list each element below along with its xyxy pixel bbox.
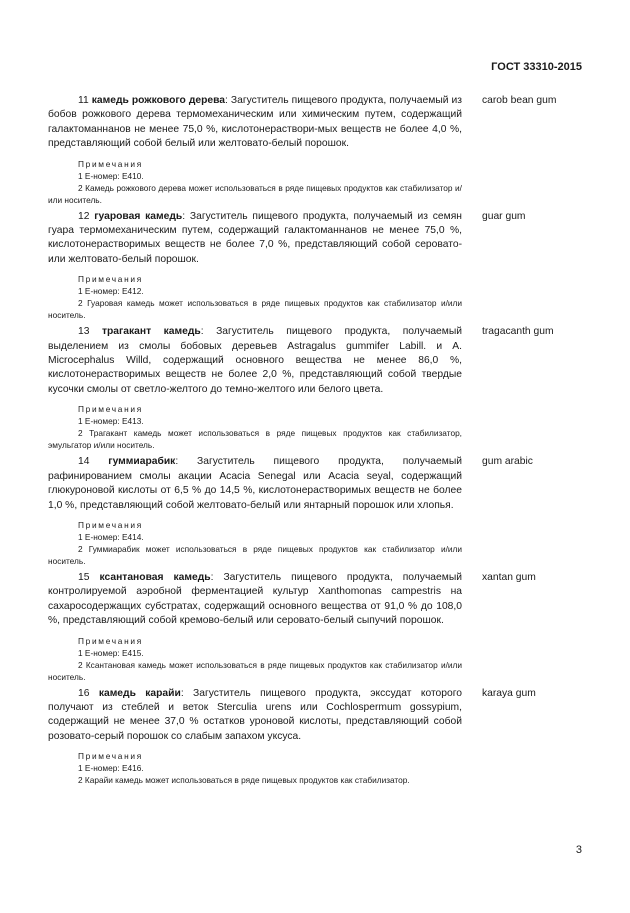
english-equivalent: carob bean gum bbox=[482, 95, 557, 106]
term-name: ксантановая камедь bbox=[99, 571, 211, 583]
term-text: : Загуститель пищевого продукта, экссудат которого получают из стеблей и веток Sterculia urens или Cochlospermum gossypium, содержащий не менее 37,0 % остатков уроновой кислоты, представляющий собой розовато-серый порошок со слабым запахом уксуса. bbox=[48, 687, 462, 742]
term-definition bbox=[48, 325, 462, 397]
note-item: 1 Е-номер: Е412. bbox=[78, 286, 144, 297]
term-text: : Загуститель пищевого продукта, получаемый из бобов рожкового дерева термомеханическим или химическим путем, содержащий галактоманнанов не менее 75,0 %, кислотонераствори-мых веществ не более 4,0 %, представляющий собой белый или желтовато-белый порошок. bbox=[48, 95, 462, 150]
notes-title: Примечания bbox=[78, 751, 143, 762]
term-entry-15 bbox=[48, 571, 588, 683]
notes-title: Примечания bbox=[78, 404, 143, 415]
term-text: : Загуститель пищевого продукта, получаемый контролируемой аэробной ферментацией культур Xanthomonas campestris на сахаросодержащих субстратах, содержащий основного вещества от 91,0 % до 108,0 %, представляющий собой кремово-белый или серовато-белый сыпучий порошок. bbox=[48, 571, 462, 627]
term-number: 15 bbox=[78, 571, 100, 583]
term-name: гуммиарабик bbox=[108, 456, 176, 468]
note-item: 2 Ксантановая камедь может использоваться в ряде пищевых продуктов как стабилизатор и/или носитель. bbox=[48, 659, 462, 682]
english-equivalent: xantan gum bbox=[482, 571, 536, 583]
note-item: 2 Камедь рожкового дерева может использоваться в ряде пищевых продуктов как стабилизатор и/или носитель. bbox=[48, 182, 462, 205]
notes-block bbox=[48, 635, 462, 683]
term-name: трагакант камедь bbox=[101, 326, 201, 338]
term-text: : Загуститель пищевого продукта, получаемый из семян гуара термомеханическим путем, содержащий галактоманнанов не менее 75,0 %, кислотонерастворимых веществ не более 7,0 %, представляющий собой серовато- или желтовато-белый порошок. bbox=[48, 210, 462, 265]
note-item: 2 Карайи камедь может использоваться в ряде пищевых продуктов как стабилизатор. bbox=[78, 775, 410, 786]
term-entry-13 bbox=[48, 325, 588, 451]
term-definition bbox=[48, 94, 462, 152]
page-number: 3 bbox=[575, 844, 582, 856]
term-definition bbox=[48, 687, 462, 745]
term-name: камедь карайи bbox=[98, 687, 181, 699]
english-equivalent: karaya gum bbox=[482, 687, 536, 699]
note-item: 1 Е-номер: Е414. bbox=[78, 531, 144, 542]
notes-block bbox=[48, 519, 462, 567]
note-item: 1 Е-номер: Е413. bbox=[78, 416, 144, 427]
term-entry-12 bbox=[48, 210, 588, 322]
notes-title: Примечания bbox=[78, 519, 143, 530]
document-body bbox=[48, 94, 588, 790]
english-equivalent: tragacanth gum bbox=[482, 326, 554, 338]
english-equivalent: guar gum bbox=[482, 210, 526, 222]
notes-block bbox=[48, 158, 462, 206]
english-equivalent: gum arabic bbox=[482, 456, 533, 468]
note-item: 2 Гуммиарабик может использоваться в ряде пищевых продуктов как стабилизатор и/или носитель. bbox=[48, 543, 462, 566]
term-definition bbox=[48, 210, 462, 268]
standard-header: ГОСТ 33310-2015 bbox=[491, 61, 582, 73]
term-entry-11 bbox=[48, 94, 588, 206]
term-name: камедь рожкового дерева bbox=[91, 95, 226, 106]
term-name: гуаровая камедь bbox=[94, 210, 183, 222]
term-number: 11 bbox=[78, 95, 92, 106]
note-item: 2 Гуаровая камедь может использоваться в ряде пищевых продуктов как стабилизатор и/или носитель. bbox=[48, 298, 462, 321]
term-definition bbox=[48, 571, 462, 629]
term-text: : Загуститель пищевого продукта, получаемый выделением из смолы бобовых деревьев Astragalus gummifer Labill. и A. Microcephalus Willd, содержащий основного вещества не менее 86,0 %, кислотонерастворимых веществ не более 2,0 %, представляющий собой твердые кусочки смолы от светло-желтого до темно-желтого или белого цвета. bbox=[48, 326, 463, 395]
notes-block bbox=[48, 403, 462, 451]
term-definition bbox=[48, 455, 462, 513]
notes-block bbox=[48, 750, 462, 786]
notes-title: Примечания bbox=[78, 158, 143, 169]
term-text: : Загуститель пищевого продукта, получаемый рафинированием смолы акации Acacia Senegal или Acacia seyal, содержащий глюкуроновой кислоты от 6,5 % до 14,5 %, кислотонерастворимых веществ не более 1,0 %, представляющий собой желтовато-белый или янтарный порошок или хлопья. bbox=[48, 456, 462, 511]
note-item: 2 Трагакант камедь может использоваться в ряде пищевых продуктов как стабилизатор, эмульгатор и/или носитель. bbox=[48, 428, 462, 451]
note-item: 1 Е-номер: Е415. bbox=[78, 647, 144, 658]
note-item: 1 Е-номер: Е416. bbox=[78, 763, 144, 774]
term-entry-16 bbox=[48, 687, 588, 787]
term-entry-14 bbox=[48, 455, 588, 567]
term-number: 16 bbox=[78, 687, 99, 699]
note-item: 1 Е-номер: Е410. bbox=[78, 170, 144, 181]
notes-title: Примечания bbox=[78, 635, 143, 646]
term-number: 14 bbox=[78, 456, 109, 468]
term-number: 12 bbox=[78, 210, 95, 222]
notes-title: Примечания bbox=[78, 274, 143, 285]
term-number: 13 bbox=[78, 326, 102, 338]
notes-block bbox=[48, 273, 462, 321]
